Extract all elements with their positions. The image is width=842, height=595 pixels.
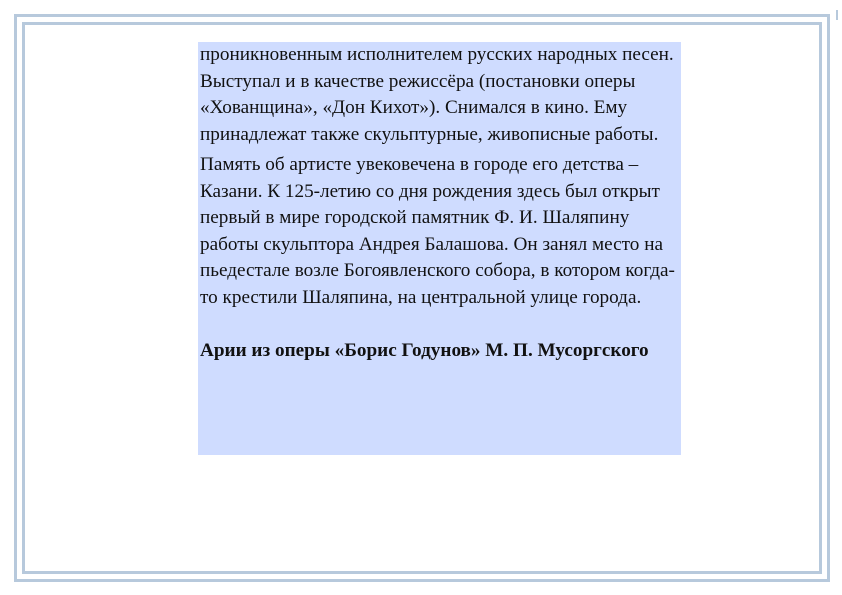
text-block [198,42,681,455]
paragraph-biography: проникновенным исполнителем русских народных песен. Выступал и в качестве режиссёра (постановки оперы «Хованщина», «Дон Кихот»). Снимался в кино. Ему принадлежат также скульптурные, живописные работы. [200,44,674,145]
frame-corner-mark [836,10,842,20]
paragraph-memorial: Память об артисте увековечена в городе его детства – Казани. К 125-летию со дня рождения здесь был открыт первый в мире городской памятник Ф. И. Шаляпину работы скульптора Андрея Балашова. Он занял место на пьедестале возле Богоявленского собора, в котором когда-то крестили Шаляпина, на центральной улице города. [200,154,675,308]
section-heading: Арии из оперы «Борис Годунов» М. П. Мусоргского [200,340,649,361]
